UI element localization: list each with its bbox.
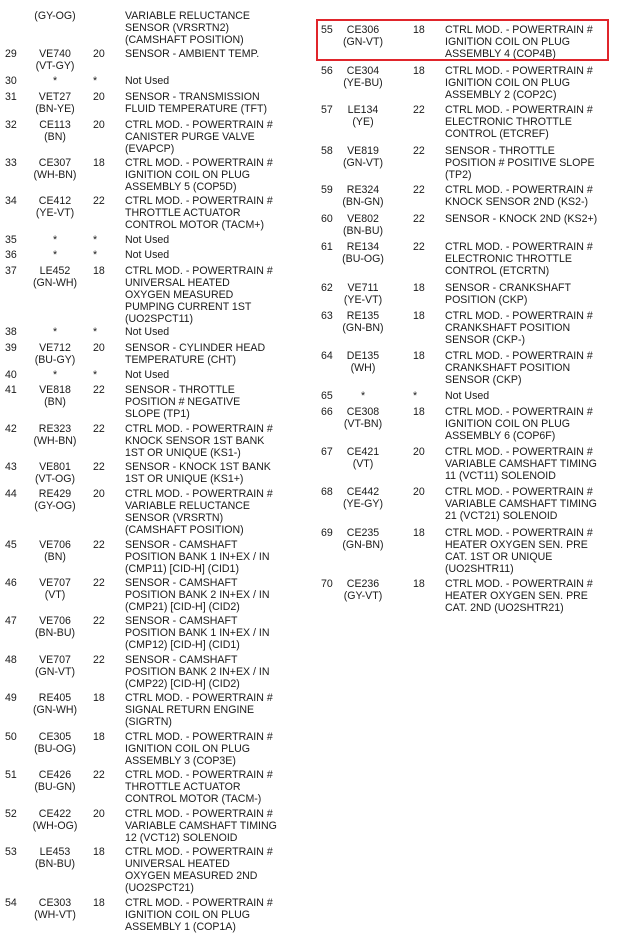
wire-color: (BN-BU)	[34, 627, 76, 639]
wire-gauge: *	[93, 249, 98, 261]
circuit-function: SENSOR - TRANSMISSION FLUID TEMPERATURE (TFT)	[125, 91, 268, 115]
circuit-function: SENSOR - CAMSHAFT POSITION BANK 1 IN+EX / IN (CMP12) [CID-H] (CID1)	[125, 615, 270, 651]
pin-number: 43	[5, 461, 17, 473]
circuit-id: RE134	[346, 241, 380, 253]
wire-color: (BU-GY)	[34, 354, 76, 366]
wire-color: (GY-OG)	[34, 10, 76, 22]
circuit-id: CE305	[38, 731, 72, 743]
circuit-cell	[337, 486, 389, 510]
circuit-function: CTRL MOD. - POWERTRAIN # CANISTER PURGE VALVE (EVAPCP)	[125, 119, 273, 155]
wire-gauge: 22	[413, 184, 425, 196]
circuit-id: *	[52, 75, 58, 87]
circuit-function: Not Used	[125, 326, 170, 338]
circuit-function: CTRL MOD. - POWERTRAIN # ELECTRONIC THROTTLE CONTROL (ETCRTN)	[445, 241, 593, 277]
circuit-id: VE712	[39, 342, 71, 354]
pin-number: 34	[5, 195, 17, 207]
circuit-id: CE303	[38, 897, 72, 909]
pin-number: 65	[321, 390, 333, 402]
circuit-function: CTRL MOD. - POWERTRAIN # VARIABLE RELUCTANCE SENSOR (VRSRTN) (CAMSHAFT POSITION)	[125, 488, 273, 536]
wire-color: (YE-GY)	[342, 498, 384, 510]
circuit-id: RE324	[346, 184, 380, 196]
highlight-box-pin-55	[316, 19, 609, 61]
circuit-cell	[30, 539, 80, 563]
wire-color: (GN-VT)	[342, 36, 383, 48]
wire-gauge: 18	[413, 282, 425, 294]
circuit-cell	[337, 310, 389, 334]
circuit-id: VE740	[39, 48, 71, 60]
wire-color: (VT)	[352, 458, 374, 470]
circuit-function: SENSOR - CAMSHAFT POSITION BANK 1 IN+EX / IN (CMP11) [CID-H] (CID1)	[125, 539, 270, 575]
circuit-function: CTRL MOD. - POWERTRAIN # SIGNAL RETURN ENGINE (SIGRTN)	[125, 692, 273, 728]
circuit-function: CTRL MOD. - POWERTRAIN # HEATER OXYGEN SEN. PRE CAT. 1ST OR UNIQUE (UO2SHTR11)	[445, 527, 593, 575]
wire-color: (GN-BN)	[342, 539, 384, 551]
pin-number: 59	[321, 184, 333, 196]
wire-gauge: 18	[413, 65, 425, 77]
pin-number: 38	[5, 326, 17, 338]
pin-number: 55	[321, 24, 333, 36]
circuit-function: VARIABLE RELUCTANCE SENSOR (VRSRTN2) (CAMSHAFT POSITION)	[125, 10, 250, 46]
circuit-id: CE422	[38, 808, 72, 820]
pin-number: 29	[5, 48, 17, 60]
pin-number: 33	[5, 157, 17, 169]
circuit-cell	[337, 104, 389, 128]
circuit-cell	[30, 249, 80, 261]
pin-number: 48	[5, 654, 17, 666]
wire-gauge: *	[93, 369, 98, 381]
wire-color: (GN-WH)	[32, 277, 78, 289]
pin-number: 37	[5, 265, 17, 277]
wire-gauge: 22	[93, 461, 105, 473]
pin-number: 45	[5, 539, 17, 551]
circuit-cell	[30, 157, 80, 181]
circuit-function: CTRL MOD. - POWERTRAIN # KNOCK SENSOR 2ND (KS2-)	[445, 184, 593, 208]
pin-number: 54	[5, 897, 17, 909]
pin-number: 58	[321, 145, 333, 157]
circuit-id: VE706	[39, 539, 71, 551]
wire-color: (YE-BU)	[343, 77, 383, 89]
wire-color: (BU-GN)	[34, 781, 76, 793]
wire-gauge: 22	[93, 769, 105, 781]
pin-number: 46	[5, 577, 17, 589]
wire-gauge: 18	[93, 846, 105, 858]
circuit-id: CE304	[346, 65, 380, 77]
circuit-id: VE707	[39, 654, 71, 666]
circuit-cell	[30, 369, 80, 381]
circuit-function: Not Used	[125, 75, 170, 87]
circuit-id: *	[52, 234, 58, 246]
pin-number: 66	[321, 406, 333, 418]
circuit-cell	[337, 446, 389, 470]
circuit-id: VE711	[347, 282, 379, 294]
circuit-id: CE442	[346, 486, 380, 498]
wire-gauge: 20	[93, 342, 105, 354]
circuit-id: *	[360, 390, 366, 402]
pin-number: 30	[5, 75, 17, 87]
pin-number: 49	[5, 692, 17, 704]
circuit-cell	[337, 406, 389, 430]
circuit-id: VET27	[38, 91, 72, 103]
circuit-function: CTRL MOD. - POWERTRAIN # IGNITION COIL ON PLUG ASSEMBLY 3 (COP3E)	[125, 731, 273, 767]
wire-color: (GY-OG)	[34, 500, 76, 512]
circuit-id: CE307	[38, 157, 72, 169]
circuit-function: SENSOR - THROTTLE POSITION # POSITIVE SLOPE (TP2)	[445, 145, 595, 181]
wire-gauge: 18	[413, 24, 425, 36]
wire-gauge: 22	[93, 654, 105, 666]
circuit-function: CTRL MOD. - POWERTRAIN # IGNITION COIL ON PLUG ASSEMBLY 4 (COP4B)	[445, 24, 593, 60]
wire-gauge: 22	[93, 539, 105, 551]
wire-gauge: 22	[93, 577, 105, 589]
circuit-cell	[30, 75, 80, 87]
circuit-cell	[337, 390, 389, 402]
wire-color: (WH-VT)	[34, 909, 76, 921]
pin-number: 56	[321, 65, 333, 77]
circuit-id: LE453	[39, 846, 71, 858]
circuit-function: CTRL MOD. - POWERTRAIN # CRANKSHAFT POSITION SENSOR (CKP)	[445, 350, 593, 386]
wire-gauge: 18	[413, 406, 425, 418]
circuit-function: CTRL MOD. - POWERTRAIN # IGNITION COIL ON PLUG ASSEMBLY 2 (COP2C)	[445, 65, 593, 101]
circuit-id: *	[52, 369, 58, 381]
wire-color: (WH)	[350, 362, 376, 374]
circuit-function: SENSOR - CYLINDER HEAD TEMPERATURE (CHT)	[125, 342, 266, 366]
circuit-function: SENSOR - CAMSHAFT POSITION BANK 2 IN+EX / IN (CMP22) [CID-H] (CID2)	[125, 654, 270, 690]
circuit-id: CE306	[346, 24, 380, 36]
circuit-function: CTRL MOD. - POWERTRAIN # VARIABLE CAMSHAFT TIMING 11 (VCT11) SOLENOID	[445, 446, 597, 482]
circuit-id: VE706	[39, 615, 71, 627]
circuit-cell	[30, 846, 80, 870]
circuit-id: CE235	[346, 527, 380, 539]
wire-gauge: *	[93, 234, 98, 246]
pin-number: 64	[321, 350, 333, 362]
wire-color: (BN)	[44, 131, 66, 143]
pin-number: 44	[5, 488, 17, 500]
circuit-function: CTRL MOD. - POWERTRAIN # VARIABLE CAMSHAFT TIMING 21 (VCT21) SOLENOID	[445, 486, 597, 522]
wire-color: (BN-GN)	[342, 196, 384, 208]
wire-color: (WH-BN)	[33, 435, 77, 447]
circuit-function: SENSOR - CAMSHAFT POSITION BANK 2 IN+EX / IN (CMP21) [CID-H] (CID2)	[125, 577, 270, 613]
circuit-function: CTRL MOD. - POWERTRAIN # ELECTRONIC THROTTLE CONTROL (ETCREF)	[445, 104, 593, 140]
circuit-cell	[30, 577, 80, 601]
wire-gauge: 20	[93, 488, 105, 500]
pin-number: 60	[321, 213, 333, 225]
circuit-id: *	[52, 326, 58, 338]
circuit-id: VE818	[39, 384, 71, 396]
circuit-function: CTRL MOD. - POWERTRAIN # HEATER OXYGEN SEN. PRE CAT. 2ND (UO2SHTR21)	[445, 578, 593, 614]
wire-color: (YE)	[352, 116, 374, 128]
circuit-cell	[30, 731, 80, 755]
circuit-function: CTRL MOD. - POWERTRAIN # UNIVERSAL HEATED OXYGEN MEASURED 2ND (UO2SPCT21)	[125, 846, 273, 894]
circuit-function: CTRL MOD. - POWERTRAIN # THROTTLE ACTUATOR CONTROL MOTOR (TACM+)	[125, 195, 273, 231]
pin-number: 31	[5, 91, 17, 103]
circuit-cell	[30, 384, 80, 408]
circuit-cell	[337, 241, 389, 265]
circuit-cell	[30, 326, 80, 338]
circuit-cell	[30, 692, 80, 716]
wire-color: (VT-BN)	[343, 418, 383, 430]
circuit-id: VE707	[39, 577, 71, 589]
wire-gauge: 20	[93, 91, 105, 103]
circuit-id: VE802	[347, 213, 379, 225]
pin-number: 70	[321, 578, 333, 590]
wire-color: (BU-OG)	[342, 253, 384, 265]
pin-number: 35	[5, 234, 17, 246]
wire-gauge: 22	[93, 423, 105, 435]
circuit-cell	[30, 234, 80, 246]
circuit-function: CTRL MOD. - POWERTRAIN # IGNITION COIL ON PLUG ASSEMBLY 5 (COP5D)	[125, 157, 273, 193]
wire-gauge: *	[93, 326, 98, 338]
wire-color: (YE-VT)	[35, 207, 75, 219]
pin-number: 50	[5, 731, 17, 743]
wire-gauge: 22	[413, 213, 425, 225]
wire-gauge: 18	[93, 731, 105, 743]
circuit-id: RE135	[346, 310, 380, 322]
circuit-cell	[30, 461, 80, 485]
circuit-function: SENSOR - AMBIENT TEMP.	[125, 48, 260, 60]
circuit-function: SENSOR - KNOCK 2ND (KS2+)	[445, 213, 598, 225]
circuit-cell	[30, 48, 80, 72]
wire-color: (GN-VT)	[34, 666, 75, 678]
circuit-function: CTRL MOD. - POWERTRAIN # KNOCK SENSOR 1ST BANK 1ST OR UNIQUE (KS1-)	[125, 423, 273, 459]
wire-gauge: 22	[93, 384, 105, 396]
pin-number: 68	[321, 486, 333, 498]
circuit-function: SENSOR - THROTTLE POSITION # NEGATIVE SLOPE (TP1)	[125, 384, 241, 420]
wire-gauge: 20	[413, 446, 425, 458]
circuit-cell	[337, 578, 389, 602]
wire-color: (BU-OG)	[34, 743, 76, 755]
circuit-id: CE421	[346, 446, 380, 458]
circuit-cell	[30, 265, 80, 289]
circuit-id: RE429	[38, 488, 72, 500]
wire-color: (VT-OG)	[34, 473, 76, 485]
circuit-function: CTRL MOD. - POWERTRAIN # THROTTLE ACTUATOR CONTROL MOTOR (TACM-)	[125, 769, 273, 805]
circuit-id: VE819	[347, 145, 379, 157]
circuit-id: CE308	[346, 406, 380, 418]
circuit-cell	[30, 423, 80, 447]
pin-number: 57	[321, 104, 333, 116]
wire-color: (BN)	[44, 396, 66, 408]
circuit-cell	[337, 145, 389, 169]
wire-color: (VT-GY)	[35, 60, 75, 72]
wire-gauge: 22	[93, 615, 105, 627]
wire-gauge: 22	[413, 145, 425, 157]
pin-number: 39	[5, 342, 17, 354]
circuit-id: VE801	[39, 461, 71, 473]
wire-gauge: 20	[93, 119, 105, 131]
circuit-function: SENSOR - KNOCK 1ST BANK 1ST OR UNIQUE (KS1+)	[125, 461, 271, 485]
circuit-id: CE412	[38, 195, 72, 207]
circuit-function: Not Used	[445, 390, 490, 402]
circuit-id: *	[52, 249, 58, 261]
circuit-function: CTRL MOD. - POWERTRAIN # VARIABLE CAMSHAFT TIMING 12 (VCT12) SOLENOID	[125, 808, 277, 844]
wire-gauge: 18	[93, 157, 105, 169]
circuit-cell	[30, 91, 80, 115]
wire-color: (BN-BU)	[34, 858, 76, 870]
wire-color: (BN-BU)	[342, 225, 384, 237]
circuit-id: CE113	[39, 119, 71, 131]
pin-number: 36	[5, 249, 17, 261]
wire-gauge: 18	[93, 265, 105, 277]
circuit-cell	[30, 119, 80, 143]
wire-color: (GN-WH)	[32, 704, 78, 716]
circuit-id: RE323	[38, 423, 72, 435]
circuit-cell	[30, 615, 80, 639]
circuit-id: CE426	[38, 769, 72, 781]
circuit-id: LE452	[39, 265, 71, 277]
circuit-cell	[337, 65, 389, 89]
circuit-function: Not Used	[125, 249, 170, 261]
wire-gauge: 18	[93, 692, 105, 704]
pin-number: 69	[321, 527, 333, 539]
pin-number: 41	[5, 384, 17, 396]
pin-number: 47	[5, 615, 17, 627]
pin-number: 40	[5, 369, 17, 381]
pin-number: 51	[5, 769, 17, 781]
circuit-cell	[337, 350, 389, 374]
wire-color: (GY-VT)	[343, 590, 383, 602]
pin-number: 32	[5, 119, 17, 131]
pin-number: 63	[321, 310, 333, 322]
pin-number: 52	[5, 808, 17, 820]
wire-color: (YE-VT)	[343, 294, 383, 306]
circuit-id: CE236	[346, 578, 380, 590]
circuit-id: RE405	[38, 692, 72, 704]
wire-color: (VT)	[44, 589, 66, 601]
wire-gauge: 22	[413, 104, 425, 116]
pin-number: 67	[321, 446, 333, 458]
wire-color: (WH-BN)	[33, 169, 77, 181]
circuit-function: CTRL MOD. - POWERTRAIN # IGNITION COIL ON PLUG ASSEMBLY 1 (COP1A)	[125, 897, 273, 933]
circuit-cell	[30, 195, 80, 219]
wire-gauge: 18	[413, 350, 425, 362]
circuit-cell	[30, 769, 80, 793]
wire-gauge: 20	[93, 808, 105, 820]
wire-color: (BN-YE)	[35, 103, 75, 115]
pin-number: 42	[5, 423, 17, 435]
wire-gauge: 18	[413, 310, 425, 322]
circuit-function: CTRL MOD. - POWERTRAIN # CRANKSHAFT POSITION SENSOR (CKP-)	[445, 310, 593, 346]
circuit-cell	[30, 808, 80, 832]
wire-color: (GN-BN)	[342, 322, 384, 334]
circuit-cell	[337, 282, 389, 306]
wire-gauge: 18	[413, 578, 425, 590]
wire-color: (WH-OG)	[32, 820, 78, 832]
wire-gauge: 20	[93, 48, 105, 60]
circuit-id: LE134	[347, 104, 379, 116]
wire-gauge: 20	[413, 486, 425, 498]
circuit-cell	[30, 654, 80, 678]
wire-gauge: 22	[413, 241, 425, 253]
circuit-cell	[30, 488, 80, 512]
circuit-cell	[30, 342, 80, 366]
wire-gauge: 18	[93, 897, 105, 909]
pin-number: 61	[321, 241, 333, 253]
circuit-function: Not Used	[125, 369, 170, 381]
wire-color: (BN)	[44, 551, 66, 563]
wire-gauge: 18	[413, 527, 425, 539]
circuit-function: Not Used	[125, 234, 170, 246]
wire-gauge: *	[93, 75, 98, 87]
circuit-cell	[337, 184, 389, 208]
circuit-id: DE135	[346, 350, 380, 362]
circuit-cell	[30, 897, 80, 921]
circuit-cell	[337, 213, 389, 237]
circuit-function: CTRL MOD. - POWERTRAIN # IGNITION COIL ON PLUG ASSEMBLY 6 (COP6F)	[445, 406, 593, 442]
pin-number: 53	[5, 846, 17, 858]
pin-number: 62	[321, 282, 333, 294]
circuit-cell	[30, 10, 80, 22]
circuit-function: CTRL MOD. - POWERTRAIN # UNIVERSAL HEATED OXYGEN MEASURED PUMPING CURRENT 1ST (UO2SPCT11)	[125, 265, 273, 325]
wire-gauge: *	[413, 390, 418, 402]
wire-gauge: 22	[93, 195, 105, 207]
wire-color: (GN-VT)	[342, 157, 383, 169]
circuit-function: SENSOR - CRANKSHAFT POSITION (CKP)	[445, 282, 571, 306]
circuit-cell	[337, 527, 389, 551]
